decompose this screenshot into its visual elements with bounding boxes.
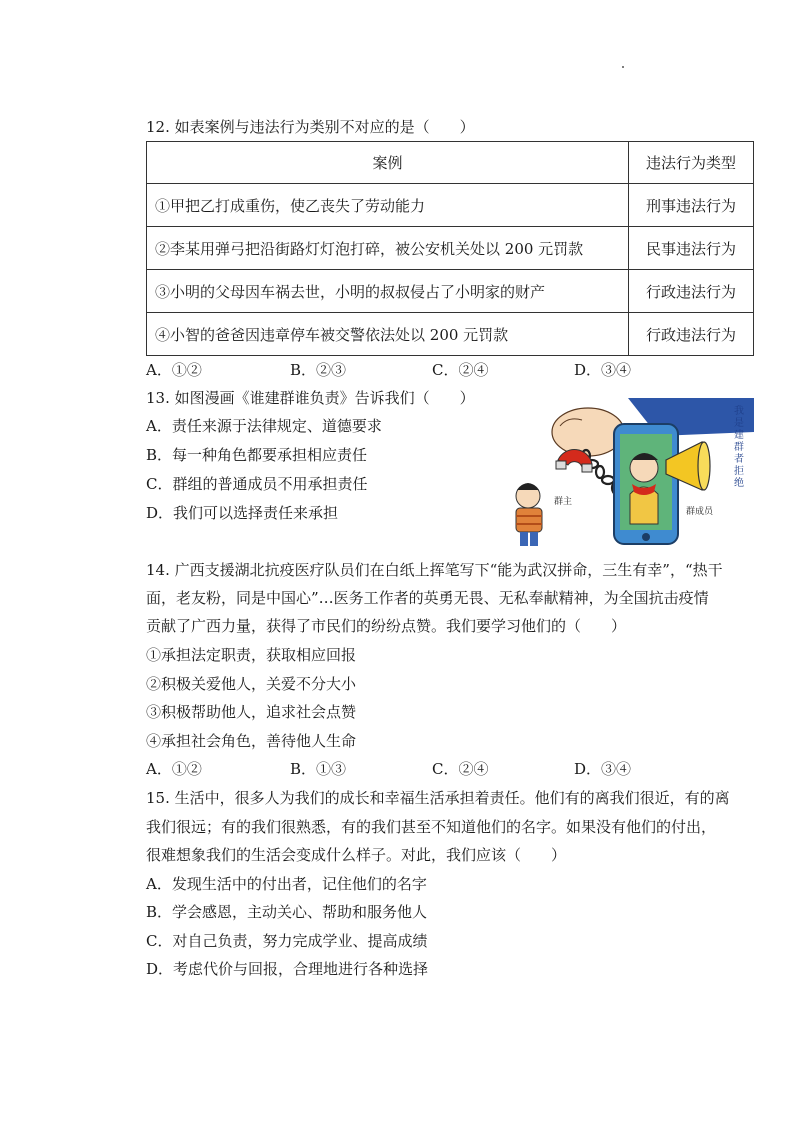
q13-stem: 13. 如图漫画《谁建群谁负责》告诉我们（ ）: [146, 389, 475, 407]
table-row: [147, 270, 754, 313]
q12-stem: 12. 如表案例与违法行为类别不对应的是（ ）: [146, 118, 475, 136]
q13-option-d[interactable]: D．我们可以选择责任来承担: [146, 504, 339, 522]
table-cell-type: 刑事违法行为: [629, 184, 754, 227]
q12-option-c[interactable]: C．②④: [432, 361, 489, 379]
table-row: [147, 184, 754, 227]
q14-item-4: ④承担社会角色，善待他人生命: [146, 732, 357, 750]
q14-stem-line-2: 面，老友粉，同是中国心”…医务工作者的英勇无畏、无私奉献精神，为全国抗击疫情: [146, 589, 709, 607]
table-cell-type: 行政违法行为: [629, 270, 754, 313]
table-cell-case: ④小智的爸爸因违章停车被交警依法处以 200 元罚款: [147, 313, 629, 356]
table-header-row: [147, 142, 754, 184]
q14-stem-line-3: 贡献了广西力量，获得了市民们的纷纷点赞。我们要学习他们的（ ）: [146, 617, 627, 635]
q15-stem-line-1: 15. 生活中，很多人为我们的成长和幸福生活承担着责任。他们有的离我们很近，有的离: [146, 789, 730, 807]
scan-dot: [622, 66, 624, 68]
table-header-case: 案例: [147, 142, 629, 184]
q14-item-3: ③积极帮助他人，追求社会点赞: [146, 703, 357, 721]
q14-item-1: ①承担法定职责，获取相应回报: [146, 646, 357, 664]
label-group-owner: 群主: [554, 497, 573, 507]
vertical-text: 我是建群者拒绝: [734, 406, 744, 489]
table-header-type: 违法行为类型: [629, 142, 754, 184]
q15-option-b[interactable]: B．学会感恩，主动关心、帮助和服务他人: [146, 903, 428, 921]
q12-option-d[interactable]: D．③④: [574, 361, 632, 379]
q12-option-a[interactable]: A．①②: [146, 361, 202, 379]
q14-stem-line-1: 14. 广西支援湖北抗疫医疗队员们在白纸上挥笔写下“能为武汉拼命，三生有幸”，“热干: [146, 561, 723, 579]
q15-option-a[interactable]: A．发现生活中的付出者，记住他们的名字: [146, 875, 427, 893]
label-group-member: 群成员: [686, 507, 714, 517]
q13-option-a[interactable]: A．责任来源于法律规定、道德要求: [146, 417, 382, 435]
table-cell-case: ①甲把乙打成重伤，使乙丧失了劳动能力: [147, 184, 629, 227]
q12-table: [146, 141, 754, 356]
table-cell-type: 民事违法行为: [629, 227, 754, 270]
q14-option-d[interactable]: D．③④: [574, 760, 632, 778]
cartoon-illustration: [508, 398, 754, 548]
q14-item-2: ②积极关爱他人，关爱不分大小: [146, 675, 357, 693]
q13-option-b[interactable]: B．每一种角色都要承担相应责任: [146, 446, 368, 464]
q14-option-b[interactable]: B．①③: [290, 760, 347, 778]
table-cell-case: ②李某用弹弓把沿街路灯灯泡打碎，被公安机关处以 200 元罚款: [147, 227, 629, 270]
q13-option-c[interactable]: C．群组的普通成员不用承担责任: [146, 475, 368, 493]
phone-icon: [614, 424, 678, 544]
table-cell-case: ③小明的父母因车祸去世，小明的叔叔侵占了小明家的财产: [147, 270, 629, 313]
q15-stem-line-3: 很难想象我们的生活会变成什么样子。对此，我们应该（ ）: [146, 846, 567, 864]
table-row: [147, 227, 754, 270]
person-icon: [630, 453, 658, 524]
q15-option-c[interactable]: C．对自己负责，努力完成学业、提高成绩: [146, 932, 428, 950]
q15-stem-line-2: 我们很远；有的我们很熟悉，有的我们甚至不知道他们的名字。如果没有他们的付出，: [146, 818, 717, 836]
q14-option-c[interactable]: C．②④: [432, 760, 489, 778]
q14-option-a[interactable]: A．①②: [146, 760, 202, 778]
table-cell-type: 行政违法行为: [629, 313, 754, 356]
table-row: [147, 313, 754, 356]
q12-option-b[interactable]: B．②③: [290, 361, 347, 379]
group-owner-figure: [516, 483, 542, 546]
q15-option-d[interactable]: D．考虑代价与回报，合理地进行各种选择: [146, 960, 429, 978]
